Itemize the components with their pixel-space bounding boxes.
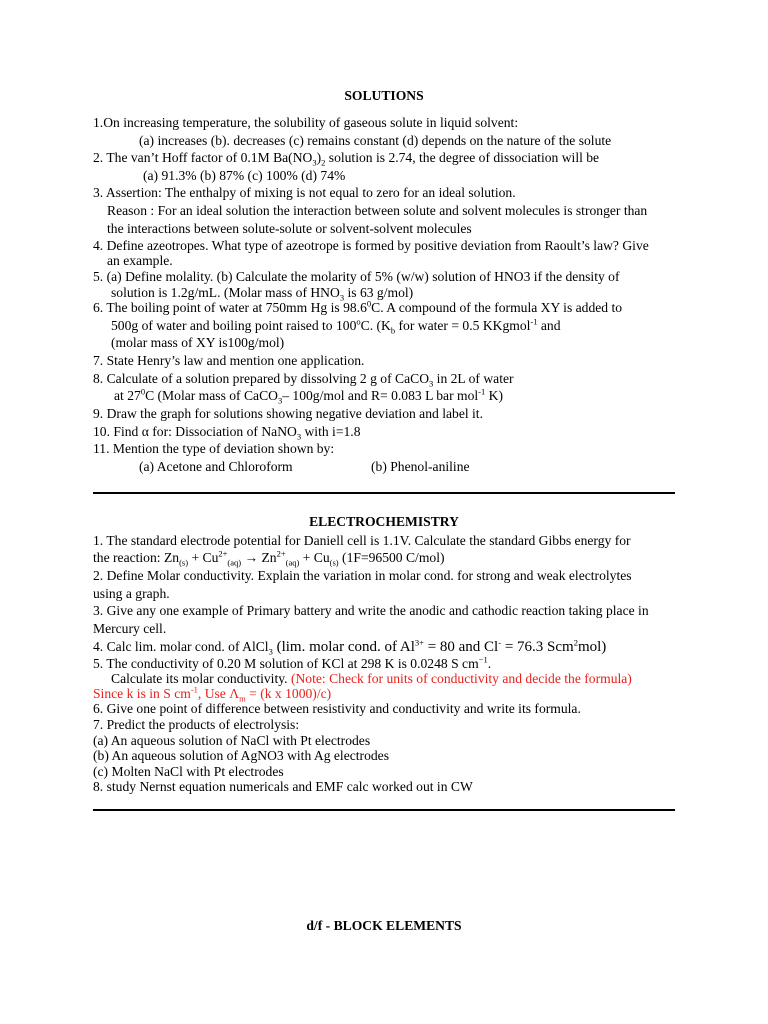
solutions-q6-3: (molar mass of XY is100g/mol): [111, 335, 285, 350]
section-title-solutions: SOLUTIONS: [344, 88, 424, 103]
solutions-q4-2: an example.: [107, 253, 173, 268]
solutions-q2: 2. The van’t Hoff factor of 0.1M $Ba(NO_3)_2$ solution is 2.74, the degree of dissociation will be: [93, 150, 600, 168]
solutions-q11: 11. Mention the type of deviation shown by:: [93, 441, 335, 456]
solutions-q4-1: 4. Define azeotropes. What type of azeotrope is formed by positive deviation from Raoult’s law? Give: [93, 238, 649, 253]
section-title-electrochemistry: ELECTROCHEMISTRY: [309, 514, 459, 529]
solutions-q6-2: 500g of water and boiling point raised to 100$^o$C. ($K_b$ for water = 0.5 KKgmol$^{-1}$ and: [111, 316, 561, 336]
electro-q1-2: the reaction: $Zn_{(s)} + Cu^{2+}_{(aq)} \to Zn^{2+}_{(aq)} + Cu_{(s)}$ (1F=96500 C/mol): [93, 548, 445, 568]
section-title-block-elements: d/f - BLOCK ELEMENTS: [306, 918, 462, 933]
solutions-q5-2: solution is 1.2g/mL. (Molar mass of $HNO_3$ is 63 g/mol): [111, 285, 414, 303]
electro-q5-3: Since k is in S $cm^{-1}$, Use $\Lambda_m = (k$ x 1000)/c): [93, 684, 332, 704]
electro-q3-1: 3. Give any one example of Primary battery and write the anodic and cathodic reaction taking place in: [93, 603, 649, 618]
electro-q3-2: Mercury cell.: [93, 621, 167, 636]
electro-q2-2: using a graph.: [93, 586, 170, 601]
section-divider: [93, 492, 675, 494]
electro-q5-note: (Note: Check for units of conductivity and decide the formula): [290, 671, 632, 686]
solutions-q5-1: 5. (a) Define molality. (b) Calculate the molarity of 5% (w/w) solution of HNO3 if the density of: [93, 269, 620, 284]
electro-q2-1: 2. Define Molar conductivity. Explain the variation in molar cond. for strong and weak electrolytes: [93, 568, 632, 583]
solutions-q10: 10. Find α for: Dissociation of NaNO$_3$ with i=1.8: [93, 424, 361, 442]
electro-q8: 8. study Nernst equation numericals and EMF calc worked out in CW: [93, 779, 473, 794]
electro-q5-1: 5. The conductivity of 0.20 M solution of KCl at 298 K is 0.0248 S $cm^{-1}$.: [93, 654, 492, 671]
electro-q7-b: (b) An aqueous solution of AgNO3 with Ag electrodes: [93, 748, 390, 763]
solutions-q8-1: 8. Calculate of a solution prepared by dissolving 2 g of CaCO$_3$ in 2L of water: [93, 371, 514, 389]
solutions-q9: 9. Draw the graph for solutions showing negative deviation and label it.: [93, 406, 483, 421]
solutions-q3-reason-1: Reason : For an ideal solution the interaction between solute and solvent molecules is stronger than: [107, 203, 648, 218]
electro-q1-1: 1. The standard electrode potential for Daniell cell is 1.1V. Calculate the standard Gibbs energy for: [93, 533, 631, 548]
electro-q5-2: Calculate its molar conductivity. (Note: Check for units of conductivity and decide the formula): [111, 671, 632, 686]
solutions-q7: 7. State Henry’s law and mention one application.: [93, 353, 365, 368]
electro-q4: 4. Calc lim. molar cond. of AlCl$_3$ (lim. molar cond. of $Al^{3+} = 80$ and Cl- = 76.3 Scm$^2$mol): [93, 637, 607, 657]
solutions-q11-option-a: (a) Acetone and Chloroform: [139, 459, 293, 474]
electro-q7: 7. Predict the products of electrolysis:: [93, 717, 300, 732]
solutions-q3-reason-2: the interactions between solute-solute or solvent-solvent molecules: [107, 221, 472, 236]
section-divider: [93, 809, 675, 811]
solutions-q2-options: (a) 91.3% (b) 87% (c) 100% (d) 74%: [143, 168, 346, 183]
solutions-q1: 1.On increasing temperature, the solubility of gaseous solute in liquid solvent:: [93, 115, 519, 130]
electro-q7-a: (a) An aqueous solution of NaCl with Pt electrodes: [93, 733, 371, 748]
solutions-q1-options: (a) increases (b). decreases (c) remains constant (d) depends on the nature of the solute: [139, 133, 612, 148]
electro-q7-c: (c) Molten NaCl with Pt electrodes: [93, 764, 284, 779]
solutions-q6-1: 6. The boiling point of water at 750mm Hg is 98.6$^0$C. A compound of the formula XY is added to: [93, 298, 623, 315]
solutions-q3: 3. Assertion: The enthalpy of mixing is not equal to zero for an ideal solution.: [93, 185, 516, 200]
solutions-q11-option-b: (b) Phenol-aniline: [371, 459, 470, 474]
electro-q6: 6. Give one point of difference between resistivity and conductivity and write its formula.: [93, 701, 581, 716]
solutions-q8-2: at $27^0C$ (Molar mass of CaCO$_3$– 100g/mol and R= 0.083 L bar mol$^{-1}$ K): [114, 386, 504, 406]
